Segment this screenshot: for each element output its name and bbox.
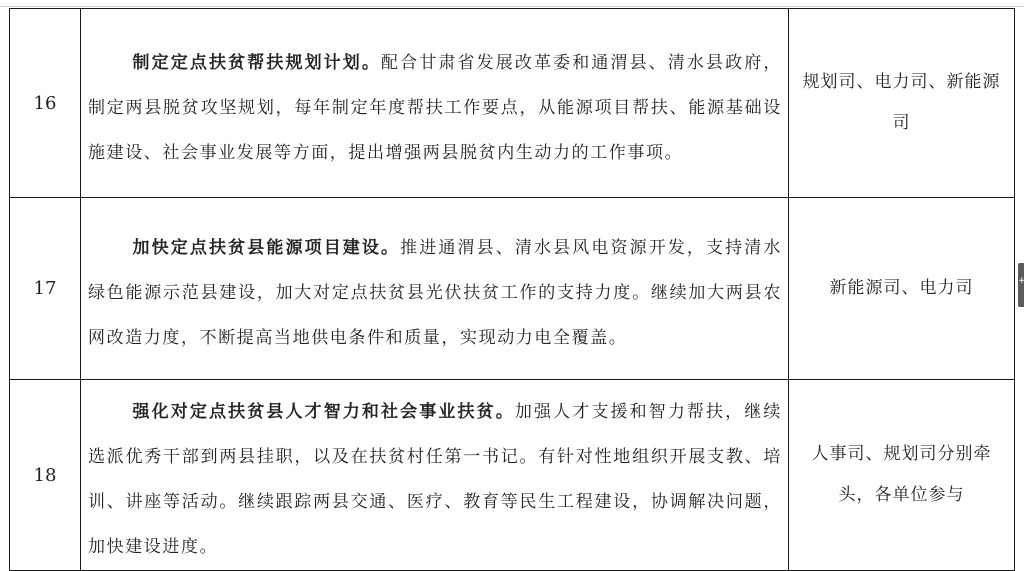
task-table — [9, 8, 1015, 571]
task-heading: 强化对定点扶贫县人才智力和社会事业扶贫。 — [132, 402, 515, 422]
row-number: 18 — [10, 380, 81, 571]
task-description: 推进通渭县、清水县风电资源开发，支持清水绿色能源示范县建设，加大对定点扶贫县光伏扶贫工作的支持力度。继续加大两县农网改造力度，不断提高当地供电条件和质量，实现动力电全覆盖。 — [88, 238, 783, 348]
task-content — [81, 198, 789, 380]
task-description: 加强人才支援和智力帮扶，继续选派优秀干部到两县挂职，以及在扶贫村任第一书记。有针对性地组织开展支教、培训、讲座等活动。继续跟踪两县交通、医疗、教育等民生工程建设，协调解决问题，加快建设进度。 — [88, 402, 783, 557]
table-row — [10, 380, 1015, 571]
department-text: 人事司、规划司分别牵头，各单位参与 — [811, 444, 992, 505]
table-row — [10, 198, 1015, 380]
department-text: 规划司、电力司、新能源司 — [802, 72, 1001, 133]
task-content — [81, 380, 789, 571]
task-heading: 加快定点扶贫县能源项目建设。 — [132, 238, 401, 258]
expand-sidebar-tab-icon[interactable] — [1018, 263, 1024, 307]
task-description: 配合甘肃省发展改革委和通渭县、清水县政府，制定两县脱贫攻坚规划，每年制定年度帮扶工作要点，从能源项目帮扶、能源基础设施建设、社会事业发展等方面，提出增强两县脱贫内生动力的工作事项。 — [88, 52, 782, 163]
task-heading: 制定定点扶贫帮扶规划计划。 — [132, 52, 382, 73]
responsible-department — [789, 380, 1015, 571]
row-number: 16 — [10, 9, 81, 198]
responsible-department — [789, 198, 1015, 380]
task-content — [81, 9, 789, 198]
page-top-divider — [0, 0, 1024, 7]
responsible-department — [789, 9, 1015, 198]
table-row — [10, 9, 1015, 198]
department-text: 新能源司、电力司 — [829, 278, 974, 298]
row-number: 17 — [10, 198, 81, 380]
